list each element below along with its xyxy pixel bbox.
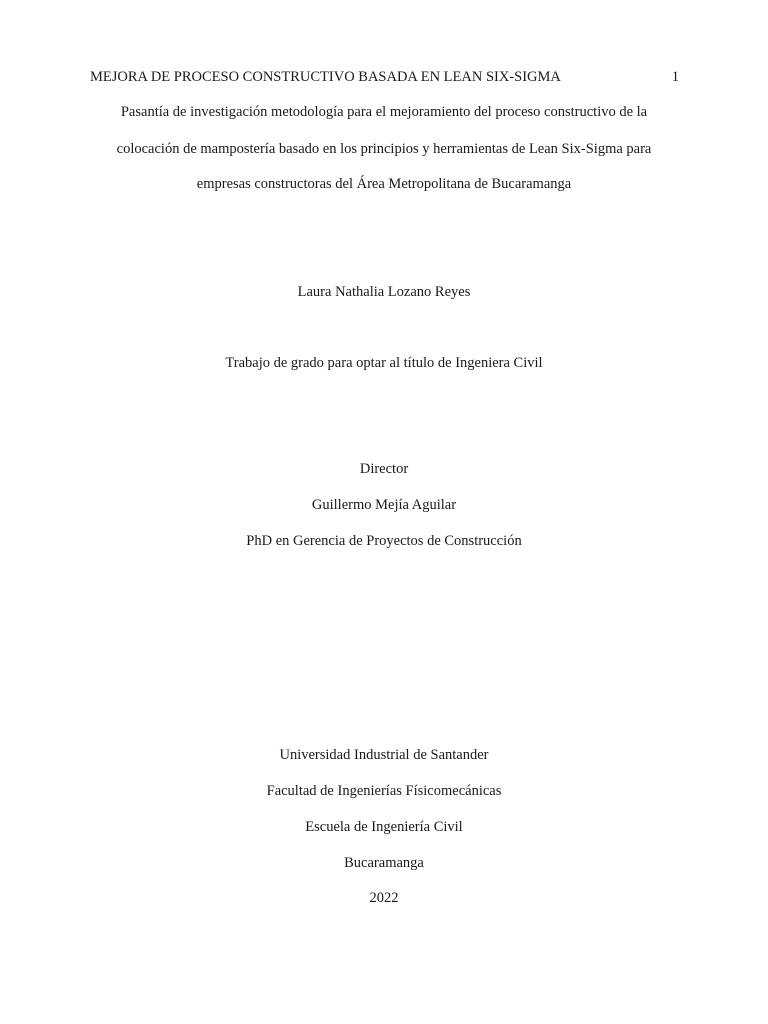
- director-name: Guillermo Mejía Aguilar: [311, 497, 457, 513]
- degree-statement: Trabajo de grado para optar al título de Ingeniera Civil: [225, 355, 543, 371]
- running-head: MEJORA DE PROCESO CONSTRUCTIVO BASADA EN LEAN SIX-SIGMA: [90, 69, 561, 85]
- author-name: Laura Nathalia Lozano Reyes: [297, 284, 471, 300]
- university-name: Universidad Industrial de Santander: [279, 747, 489, 763]
- city-name: Bucaramanga: [344, 855, 424, 871]
- title-line-3: empresas constructoras del Área Metropolitana de Bucaramanga: [196, 176, 572, 192]
- director-label: Director: [359, 461, 409, 477]
- title-line-1: Pasantía de investigación metodología para el mejoramiento del proceso constructivo de la: [120, 104, 648, 120]
- director-credential: PhD en Gerencia de Proyectos de Construcción: [246, 533, 522, 549]
- page-number: 1: [671, 69, 679, 85]
- year: 2022: [369, 890, 399, 906]
- title-line-2: colocación de mampostería basado en los principios y herramientas de Lean Six-Sigma para: [116, 141, 652, 157]
- school-name: Escuela de Ingeniería Civil: [305, 819, 463, 835]
- faculty-name: Facultad de Ingenierías Físicomecánicas: [266, 783, 502, 799]
